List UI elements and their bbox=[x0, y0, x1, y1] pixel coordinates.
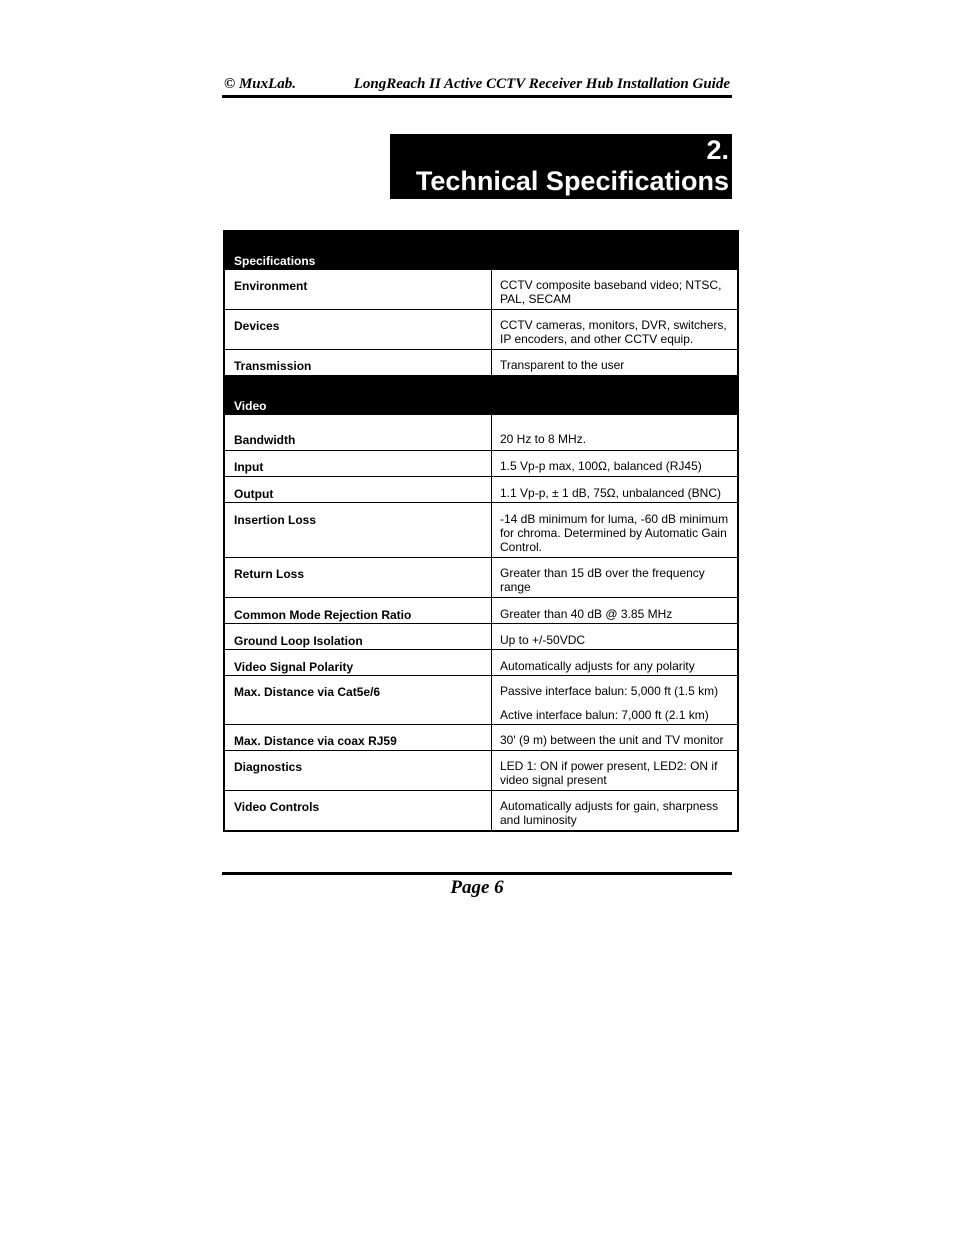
chapter-number: 2. bbox=[706, 135, 729, 165]
footer-rule bbox=[222, 872, 732, 875]
chapter-heading bbox=[390, 134, 732, 199]
table-row bbox=[224, 414, 738, 451]
table-row bbox=[224, 676, 738, 725]
section-title: Specifications bbox=[224, 231, 738, 269]
spec-value-line: PAL, SECAM bbox=[500, 292, 572, 306]
table-row bbox=[224, 451, 738, 477]
table-row bbox=[224, 350, 738, 377]
spec-value bbox=[492, 791, 739, 832]
spec-value-line: 20 Hz to 8 MHz. bbox=[500, 432, 587, 446]
spec-value-line: IP encoders, and other CCTV equip. bbox=[500, 332, 694, 346]
spec-value bbox=[492, 310, 739, 350]
spec-value-line: and luminosity bbox=[500, 813, 577, 827]
spec-value-line: Automatically adjusts for any polarity bbox=[500, 659, 695, 673]
spec-value bbox=[492, 350, 739, 377]
spec-name: Output bbox=[224, 477, 492, 503]
section-title: Video bbox=[224, 376, 738, 414]
spec-value-line: Transparent to the user bbox=[500, 358, 625, 372]
header-copyright: © MuxLab. bbox=[224, 76, 297, 92]
spec-name: Input bbox=[224, 451, 492, 477]
spec-value-line: CCTV cameras, monitors, DVR, switchers, bbox=[500, 318, 727, 332]
section-header-row bbox=[224, 231, 738, 269]
spec-value bbox=[492, 676, 739, 725]
page-number: Page 6 bbox=[450, 877, 504, 898]
table-row bbox=[224, 650, 738, 676]
spec-value-line: Passive interface balun: 5,000 ft (1.5 km) bbox=[500, 684, 719, 698]
table-row bbox=[224, 624, 738, 650]
section-header-row bbox=[224, 376, 738, 414]
spec-name: Video Signal Polarity bbox=[224, 650, 492, 676]
spec-value bbox=[492, 269, 739, 310]
spec-value bbox=[492, 477, 739, 503]
spec-name: Max. Distance via coax RJ59 bbox=[224, 725, 492, 751]
spec-value bbox=[492, 503, 739, 558]
spec-name: Environment bbox=[224, 269, 492, 310]
table-row bbox=[224, 558, 738, 598]
spec-name: Insertion Loss bbox=[224, 503, 492, 558]
table-row bbox=[224, 751, 738, 791]
table-row bbox=[224, 269, 738, 310]
spec-value-line: for chroma. Determined by Automatic Gain bbox=[500, 526, 727, 540]
spec-value-line: Automatically adjusts for gain, sharpness bbox=[500, 799, 719, 813]
table-row bbox=[224, 598, 738, 624]
spec-name: Devices bbox=[224, 310, 492, 350]
spec-name: Diagnostics bbox=[224, 751, 492, 791]
spec-value-line: 1.1 Vp-p, ± 1 dB, 75Ω, unbalanced (BNC) bbox=[500, 486, 722, 500]
spec-value-line: Control. bbox=[500, 540, 543, 554]
spec-value bbox=[492, 751, 739, 791]
spec-name: Ground Loop Isolation bbox=[224, 624, 492, 650]
table-row bbox=[224, 725, 738, 751]
spec-name: Bandwidth bbox=[224, 414, 492, 451]
spec-value-line: Active interface balun: 7,000 ft (2.1 km) bbox=[500, 708, 709, 722]
table-row bbox=[224, 310, 738, 350]
spec-name: Common Mode Rejection Ratio bbox=[224, 598, 492, 624]
spec-value-line: LED 1: ON if power present, LED2: ON if bbox=[500, 759, 718, 773]
spec-value bbox=[492, 624, 739, 650]
spec-value bbox=[492, 725, 739, 751]
spec-value-line: Greater than 40 dB @ 3.85 MHz bbox=[500, 607, 673, 621]
spec-value-line bbox=[500, 698, 731, 708]
spec-value-line: 1.5 Vp-p max, 100Ω, balanced (RJ45) bbox=[500, 459, 702, 473]
spec-value-line: -14 dB minimum for luma, -60 dB minimum bbox=[500, 512, 729, 526]
spec-value bbox=[492, 650, 739, 676]
spec-name: Return Loss bbox=[224, 558, 492, 598]
spec-name: Transmission bbox=[224, 350, 492, 377]
spec-value bbox=[492, 598, 739, 624]
running-header bbox=[222, 75, 732, 98]
table-row bbox=[224, 477, 738, 503]
spec-value-line: video signal present bbox=[500, 773, 607, 787]
spec-value-line: Greater than 15 dB over the frequency bbox=[500, 566, 705, 580]
table-row bbox=[224, 503, 738, 558]
spec-value-line: 30' (9 m) between the unit and TV monitor bbox=[500, 733, 724, 747]
spec-value bbox=[492, 451, 739, 477]
spec-value bbox=[492, 558, 739, 598]
chapter-title: Technical Specifications bbox=[415, 166, 729, 196]
header-guide-title: LongReach II Active CCTV Receiver Hub Installation Guide bbox=[353, 76, 730, 92]
spec-value-line: range bbox=[500, 580, 531, 594]
spec-name: Video Controls bbox=[224, 791, 492, 832]
spec-value-line: CCTV composite baseband video; NTSC, bbox=[500, 278, 722, 292]
spec-value-line: Up to +/-50VDC bbox=[500, 633, 586, 647]
spec-value bbox=[492, 414, 739, 451]
spec-name: Max. Distance via Cat5e/6 bbox=[224, 676, 492, 725]
spec-table bbox=[223, 230, 739, 832]
table-row bbox=[224, 791, 738, 832]
